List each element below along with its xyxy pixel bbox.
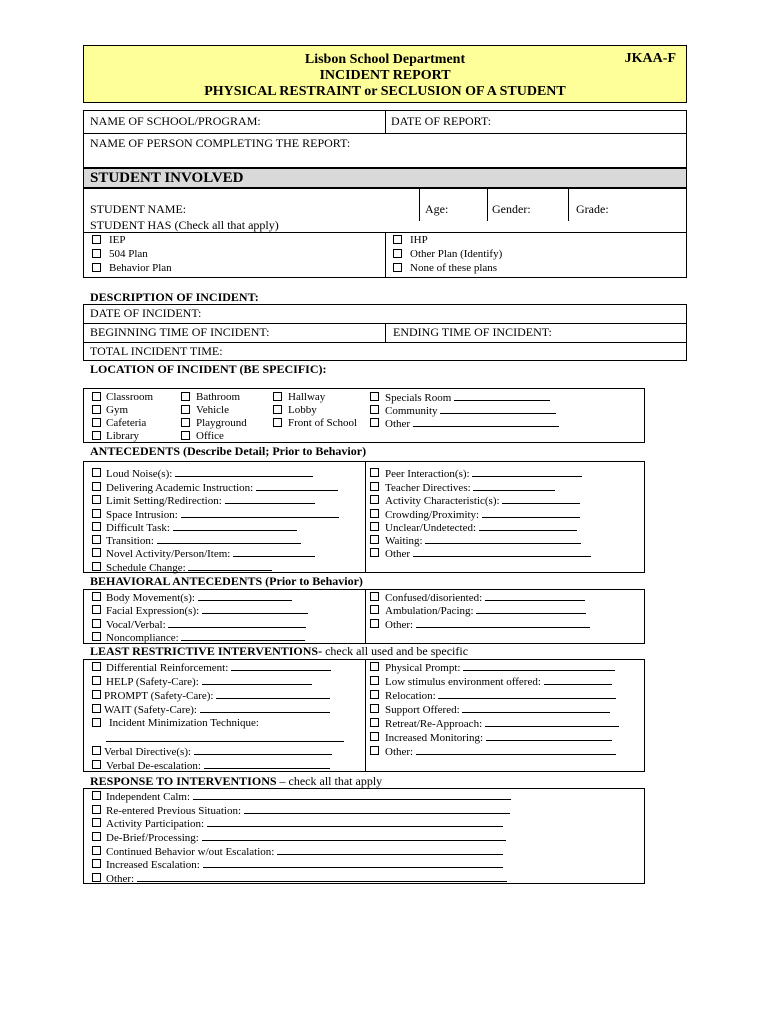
end-time-label: ENDING TIME OF INCIDENT: bbox=[393, 325, 552, 339]
location-label: Front of School bbox=[288, 417, 358, 429]
plan-label: Behavior Plan bbox=[109, 262, 172, 274]
location-label: Vehicle bbox=[196, 404, 229, 416]
checkbox-lobby[interactable] bbox=[273, 405, 282, 414]
form-subtitle: PHYSICAL RESTRAINT or SECLUSION OF A STUDENT bbox=[204, 84, 566, 99]
checkbox-antecedent[interactable] bbox=[92, 495, 101, 504]
intervention-label: Differential Reinforcement: bbox=[106, 662, 229, 674]
antecedent-label: Activity Characteristic(s): bbox=[385, 495, 500, 507]
behavioral-label: Confused/disoriented: bbox=[385, 592, 483, 604]
student-name-label: STUDENT NAME: bbox=[90, 202, 187, 216]
behavioral-label: Facial Expression(s): bbox=[106, 605, 200, 617]
checkbox-intervention[interactable] bbox=[92, 704, 101, 713]
intervention-label: Other: bbox=[385, 746, 414, 758]
response-label: Other: bbox=[106, 873, 135, 885]
checkbox-other-plan[interactable] bbox=[393, 249, 402, 258]
antecedent-label: Schedule Change: bbox=[106, 562, 186, 574]
checkbox-behavior-plan[interactable] bbox=[92, 263, 101, 272]
checkbox-vehicle[interactable] bbox=[181, 405, 190, 414]
checkbox-ihp[interactable] bbox=[393, 235, 402, 244]
antecedent-label: Waiting: bbox=[385, 535, 423, 547]
checkbox-behavioral[interactable] bbox=[92, 605, 101, 614]
checkbox-response[interactable] bbox=[92, 859, 101, 868]
person-field-label: NAME OF PERSON COMPLETING THE REPORT: bbox=[90, 136, 351, 150]
checkbox-front-of-school[interactable] bbox=[273, 418, 282, 427]
intervention-label: Low stimulus environment offered: bbox=[385, 676, 541, 688]
checkbox-antecedent[interactable] bbox=[370, 509, 379, 518]
checkbox-playground[interactable] bbox=[181, 418, 190, 427]
intervention-label: Retreat/Re-Approach: bbox=[385, 718, 483, 730]
intervention-label: Verbal Directive(s): bbox=[104, 746, 192, 758]
checkbox-intervention[interactable] bbox=[92, 676, 101, 685]
intervention-label: Physical Prompt: bbox=[385, 662, 461, 674]
checkbox-location-other[interactable] bbox=[370, 418, 379, 427]
incident-date-label: DATE OF INCIDENT: bbox=[90, 306, 202, 320]
plan-label: IHP bbox=[410, 234, 428, 246]
response-label: Activity Participation: bbox=[106, 818, 205, 830]
checkbox-antecedent[interactable] bbox=[370, 468, 379, 477]
plan-label: IEP bbox=[109, 234, 126, 246]
location-label: Hallway bbox=[288, 391, 326, 403]
location-label: Office bbox=[196, 430, 224, 442]
behavioral-label: Ambulation/Pacing: bbox=[385, 605, 474, 617]
behavioral-label: Other: bbox=[385, 619, 414, 631]
checkbox-no-plans[interactable] bbox=[393, 263, 402, 272]
intervention-label: Increased Monitoring: bbox=[385, 732, 484, 744]
total-time-label: TOTAL INCIDENT TIME: bbox=[90, 344, 223, 358]
antecedent-label: Limit Setting/Redirection: bbox=[106, 495, 222, 507]
checkbox-intervention[interactable] bbox=[92, 760, 101, 769]
location-label: Lobby bbox=[288, 404, 317, 416]
checkbox-antecedent[interactable] bbox=[92, 535, 101, 544]
response-note: – check all that apply bbox=[276, 774, 383, 788]
student-heading: STUDENT INVOLVED bbox=[90, 170, 244, 186]
plan-label: Other Plan (Identify) bbox=[410, 248, 503, 260]
checkbox-504-plan[interactable] bbox=[92, 249, 101, 258]
location-label: Classroom bbox=[106, 391, 154, 403]
response-heading: RESPONSE TO INTERVENTIONS bbox=[90, 774, 277, 788]
checkbox-behavioral[interactable] bbox=[370, 592, 379, 601]
least-restrictive-heading: LEAST RESTRICTIVE INTERVENTIONS- bbox=[90, 644, 323, 658]
checkbox-antecedent[interactable] bbox=[92, 562, 101, 571]
checkbox-cafeteria[interactable] bbox=[92, 418, 101, 427]
checkbox-response[interactable] bbox=[92, 818, 101, 827]
location-label: Specials Room bbox=[385, 392, 452, 404]
checkbox-specials-room[interactable] bbox=[370, 392, 379, 401]
checkbox-behavioral[interactable] bbox=[370, 619, 379, 628]
plan-label: 504 Plan bbox=[109, 248, 148, 260]
checkbox-gym[interactable] bbox=[92, 405, 101, 414]
behavioral-label: Vocal/Verbal: bbox=[106, 619, 166, 631]
antecedent-label: Loud Noise(s): bbox=[106, 468, 173, 480]
checkbox-intervention[interactable] bbox=[370, 718, 379, 727]
description-heading: DESCRIPTION OF INCIDENT: bbox=[90, 290, 259, 304]
antecedent-label: Difficult Task: bbox=[106, 522, 170, 534]
location-box bbox=[83, 388, 645, 443]
form-title: INCIDENT REPORT bbox=[319, 68, 451, 83]
location-label: Cafeteria bbox=[106, 417, 147, 429]
checkbox-intervention[interactable] bbox=[92, 718, 101, 727]
checkbox-library[interactable] bbox=[92, 431, 101, 440]
checkbox-intervention[interactable] bbox=[370, 746, 379, 755]
intervention-label: Verbal De-escalation: bbox=[106, 760, 201, 772]
checkbox-antecedent[interactable] bbox=[92, 548, 101, 557]
checkbox-office[interactable] bbox=[181, 431, 190, 440]
antecedent-label: Peer Interaction(s): bbox=[385, 468, 470, 480]
location-label: Other bbox=[385, 418, 411, 430]
antecedent-label: Other bbox=[385, 548, 411, 560]
antecedent-label: Novel Activity/Person/Item: bbox=[106, 548, 231, 560]
checkbox-behavioral[interactable] bbox=[92, 632, 101, 641]
behavioral-label: Noncompliance: bbox=[106, 632, 179, 644]
checkbox-intervention[interactable] bbox=[370, 704, 379, 713]
least-restrictive-note: check all used and be specific bbox=[322, 644, 469, 658]
checkbox-classroom[interactable] bbox=[92, 392, 101, 401]
age-label: Age: bbox=[425, 202, 449, 216]
location-label: Gym bbox=[106, 404, 128, 416]
checkbox-antecedent[interactable] bbox=[370, 522, 379, 531]
location-label: Community bbox=[385, 405, 438, 417]
checkbox-community[interactable] bbox=[370, 405, 379, 414]
intervention-label: Relocation: bbox=[385, 690, 436, 702]
antecedent-label: Unclear/Undetected: bbox=[385, 522, 477, 534]
checkbox-response[interactable] bbox=[92, 846, 101, 855]
behavioral-label: Body Movement(s): bbox=[106, 592, 195, 604]
response-label: De-Brief/Processing: bbox=[106, 832, 199, 844]
antecedent-label: Crowding/Proximity: bbox=[385, 509, 480, 521]
begin-time-label: BEGINNING TIME OF INCIDENT: bbox=[90, 325, 270, 339]
intervention-label: WAIT (Safety-Care): bbox=[104, 704, 197, 716]
checkbox-antecedent[interactable] bbox=[370, 482, 379, 491]
response-label: Increased Escalation: bbox=[106, 859, 200, 871]
checkbox-response[interactable] bbox=[92, 873, 101, 882]
checkbox-response[interactable] bbox=[92, 805, 101, 814]
checkbox-intervention[interactable] bbox=[92, 746, 101, 755]
checkbox-intervention[interactable] bbox=[92, 690, 101, 699]
checkbox-antecedent[interactable] bbox=[92, 468, 101, 477]
checkbox-antecedent[interactable] bbox=[370, 495, 379, 504]
student-has-label: STUDENT HAS (Check all that apply) bbox=[90, 218, 279, 232]
antecedent-label: Space Intrusion: bbox=[106, 509, 178, 521]
behavioral-heading: BEHAVIORAL ANTECEDENTS (Prior to Behavior) bbox=[90, 574, 363, 588]
checkbox-response[interactable] bbox=[92, 832, 101, 841]
intervention-label: PROMPT (Safety-Care): bbox=[104, 690, 214, 702]
department-name: Lisbon School Department bbox=[304, 52, 466, 67]
school-field-label: NAME OF SCHOOL/PROGRAM: bbox=[90, 114, 261, 128]
checkbox-antecedent[interactable] bbox=[92, 482, 101, 491]
checkbox-antecedent[interactable] bbox=[370, 548, 379, 557]
intervention-label: Incident Minimization Technique: bbox=[109, 717, 259, 729]
checkbox-behavioral[interactable] bbox=[92, 592, 101, 601]
location-heading: LOCATION OF INCIDENT (BE SPECIFIC): bbox=[90, 362, 327, 376]
checkbox-antecedent[interactable] bbox=[370, 535, 379, 544]
form-code: JKAA-F bbox=[624, 51, 676, 66]
checkbox-intervention[interactable] bbox=[370, 676, 379, 685]
checkbox-bathroom[interactable] bbox=[181, 392, 190, 401]
checkbox-intervention[interactable] bbox=[370, 662, 379, 671]
response-label: Re-entered Previous Situation: bbox=[106, 805, 242, 817]
intervention-label: HELP (Safety-Care): bbox=[106, 676, 199, 688]
location-label: Playground bbox=[196, 417, 247, 429]
checkbox-antecedent[interactable] bbox=[92, 522, 101, 531]
checkbox-intervention[interactable] bbox=[370, 732, 379, 741]
report-date-label: DATE OF REPORT: bbox=[391, 114, 492, 128]
antecedent-label: Teacher Directives: bbox=[385, 482, 471, 494]
antecedents-heading: ANTECEDENTS (Describe Detail; Prior to Behavior) bbox=[90, 444, 367, 458]
checkbox-hallway[interactable] bbox=[273, 392, 282, 401]
grade-label: Grade: bbox=[576, 202, 609, 216]
checkbox-intervention[interactable] bbox=[92, 662, 101, 671]
checkbox-response[interactable] bbox=[92, 791, 101, 800]
checkbox-antecedent[interactable] bbox=[92, 509, 101, 518]
antecedent-label: Delivering Academic Instruction: bbox=[106, 482, 254, 494]
gender-label: Gender: bbox=[492, 202, 531, 216]
plan-label: None of these plans bbox=[410, 262, 498, 274]
location-label: Library bbox=[106, 430, 139, 442]
response-label: Continued Behavior w/out Escalation: bbox=[106, 846, 275, 858]
form-header bbox=[83, 45, 687, 103]
response-label: Independent Calm: bbox=[106, 791, 191, 803]
location-label: Bathroom bbox=[196, 391, 240, 403]
checkbox-intervention[interactable] bbox=[370, 690, 379, 699]
antecedent-label: Transition: bbox=[106, 535, 154, 547]
checkbox-iep[interactable] bbox=[92, 235, 101, 244]
checkbox-behavioral[interactable] bbox=[370, 605, 379, 614]
checkbox-behavioral[interactable] bbox=[92, 619, 101, 628]
intervention-label: Support Offered: bbox=[385, 704, 460, 716]
